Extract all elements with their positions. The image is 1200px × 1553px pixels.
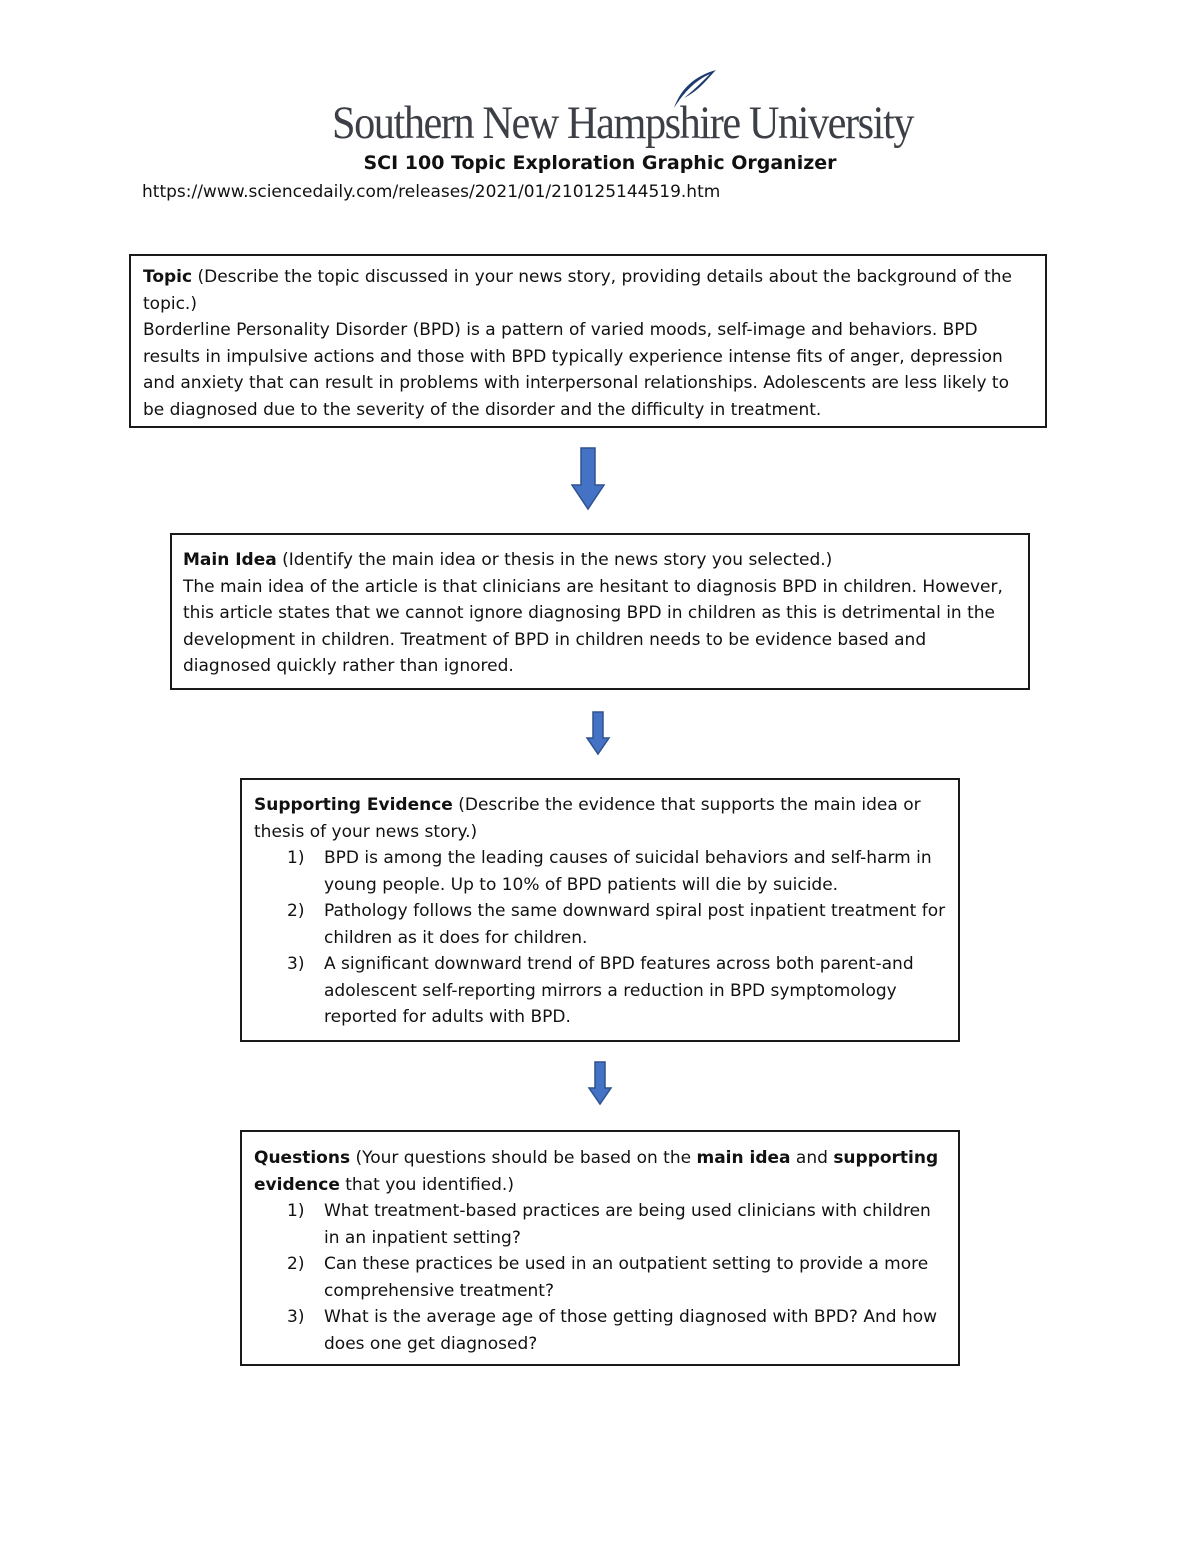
down-arrow-icon bbox=[587, 1061, 613, 1106]
questions-prompt: and bbox=[790, 1148, 834, 1168]
list-text: Can these practices be used in an outpatient setting to provide a more comprehensive treatment? bbox=[324, 1254, 929, 1301]
logo-wordmark: Southern New Hampshire University bbox=[332, 97, 913, 149]
list-text: BPD is among the leading causes of suicidal behaviors and self-harm in young people. Up to 10% of BPD patients will die by suicide. bbox=[324, 848, 932, 895]
arrow-shape bbox=[572, 448, 604, 509]
arrow-shape bbox=[587, 712, 609, 754]
leaf-icon bbox=[670, 68, 718, 110]
university-logo bbox=[332, 68, 913, 158]
questions-bold-main-idea: main idea bbox=[696, 1148, 791, 1168]
topic-box bbox=[129, 254, 1047, 428]
questions-bold-supporting-evidence: supporting evidence bbox=[254, 1148, 939, 1195]
document-title: SCI 100 Topic Exploration Graphic Organizer bbox=[363, 152, 837, 174]
list-number: 3) bbox=[287, 1307, 305, 1327]
evidence-list bbox=[254, 845, 948, 1031]
main-idea-box bbox=[170, 533, 1030, 690]
main-idea-body: The main idea of the article is that clinicians are hesitant to diagnosis BPD in children. However, this article states that we cannot ignore diagnosing BPD in children as this is detrimental in the development in children. Treatment of BPD in children needs to be evidence based and diagnosed quickly rather than ignored. bbox=[183, 576, 1003, 676]
evidence-heading: Supporting Evidence bbox=[254, 795, 453, 815]
list-item bbox=[254, 845, 948, 898]
list-item bbox=[254, 1198, 948, 1251]
questions-list bbox=[254, 1198, 948, 1357]
evidence-heading-line bbox=[254, 792, 948, 845]
main-idea-heading: Main Idea bbox=[183, 550, 277, 570]
list-item bbox=[254, 951, 948, 1031]
down-arrow-icon bbox=[585, 711, 611, 756]
list-number: 2) bbox=[287, 901, 305, 921]
list-number: 3) bbox=[287, 954, 305, 974]
list-text: What is the average age of those getting diagnosed with BPD? And how does one get diagnosed? bbox=[324, 1307, 938, 1354]
supporting-evidence-box bbox=[240, 778, 960, 1042]
questions-heading: Questions bbox=[254, 1148, 351, 1168]
list-text: What treatment-based practices are being used clinicians with children in an inpatient setting? bbox=[324, 1201, 931, 1248]
source-url: https://www.sciencedaily.com/releases/2021/01/210125144519.htm bbox=[142, 182, 721, 202]
list-item bbox=[254, 898, 948, 951]
list-item bbox=[254, 1304, 948, 1357]
down-arrow-icon bbox=[570, 447, 606, 511]
topic-heading-line bbox=[143, 264, 1035, 317]
list-text: Pathology follows the same downward spiral post inpatient treatment for children as it does for children. bbox=[324, 901, 946, 948]
topic-body: Borderline Personality Disorder (BPD) is a pattern of varied moods, self-image and behaviors. BPD results in impulsive actions and those with BPD typically experience intense fits of anger, depression and anxiety that can result in problems with interpersonal relationships. Adolescents are less likely to be diagnosed due to the severity of the disorder and the difficulty in treatment. bbox=[143, 320, 1009, 420]
questions-prompt: (Your questions should be based on the bbox=[350, 1148, 697, 1168]
main-idea-prompt: (Identify the main idea or thesis in the news story you selected.) bbox=[276, 550, 833, 570]
main-idea-heading-line bbox=[183, 547, 1018, 574]
list-number: 1) bbox=[287, 848, 305, 868]
evidence-prompt: (Describe the evidence that supports the main idea or thesis of your news story.) bbox=[254, 795, 921, 842]
questions-box bbox=[240, 1130, 960, 1366]
topic-heading: Topic bbox=[143, 267, 193, 287]
list-item bbox=[254, 1251, 948, 1304]
topic-prompt: (Describe the topic discussed in your news story, providing details about the background of the topic.) bbox=[143, 267, 1012, 314]
questions-heading-line bbox=[254, 1145, 948, 1198]
questions-prompt: that you identified.) bbox=[339, 1174, 514, 1195]
list-number: 1) bbox=[287, 1201, 305, 1221]
list-number: 2) bbox=[287, 1254, 305, 1274]
leaf-shape bbox=[674, 70, 716, 108]
arrow-shape bbox=[589, 1062, 611, 1104]
list-text: A significant downward trend of BPD features across both parent-and adolescent self-reporting mirrors a reduction in BPD symptomology reported for adults with BPD. bbox=[324, 954, 914, 1027]
